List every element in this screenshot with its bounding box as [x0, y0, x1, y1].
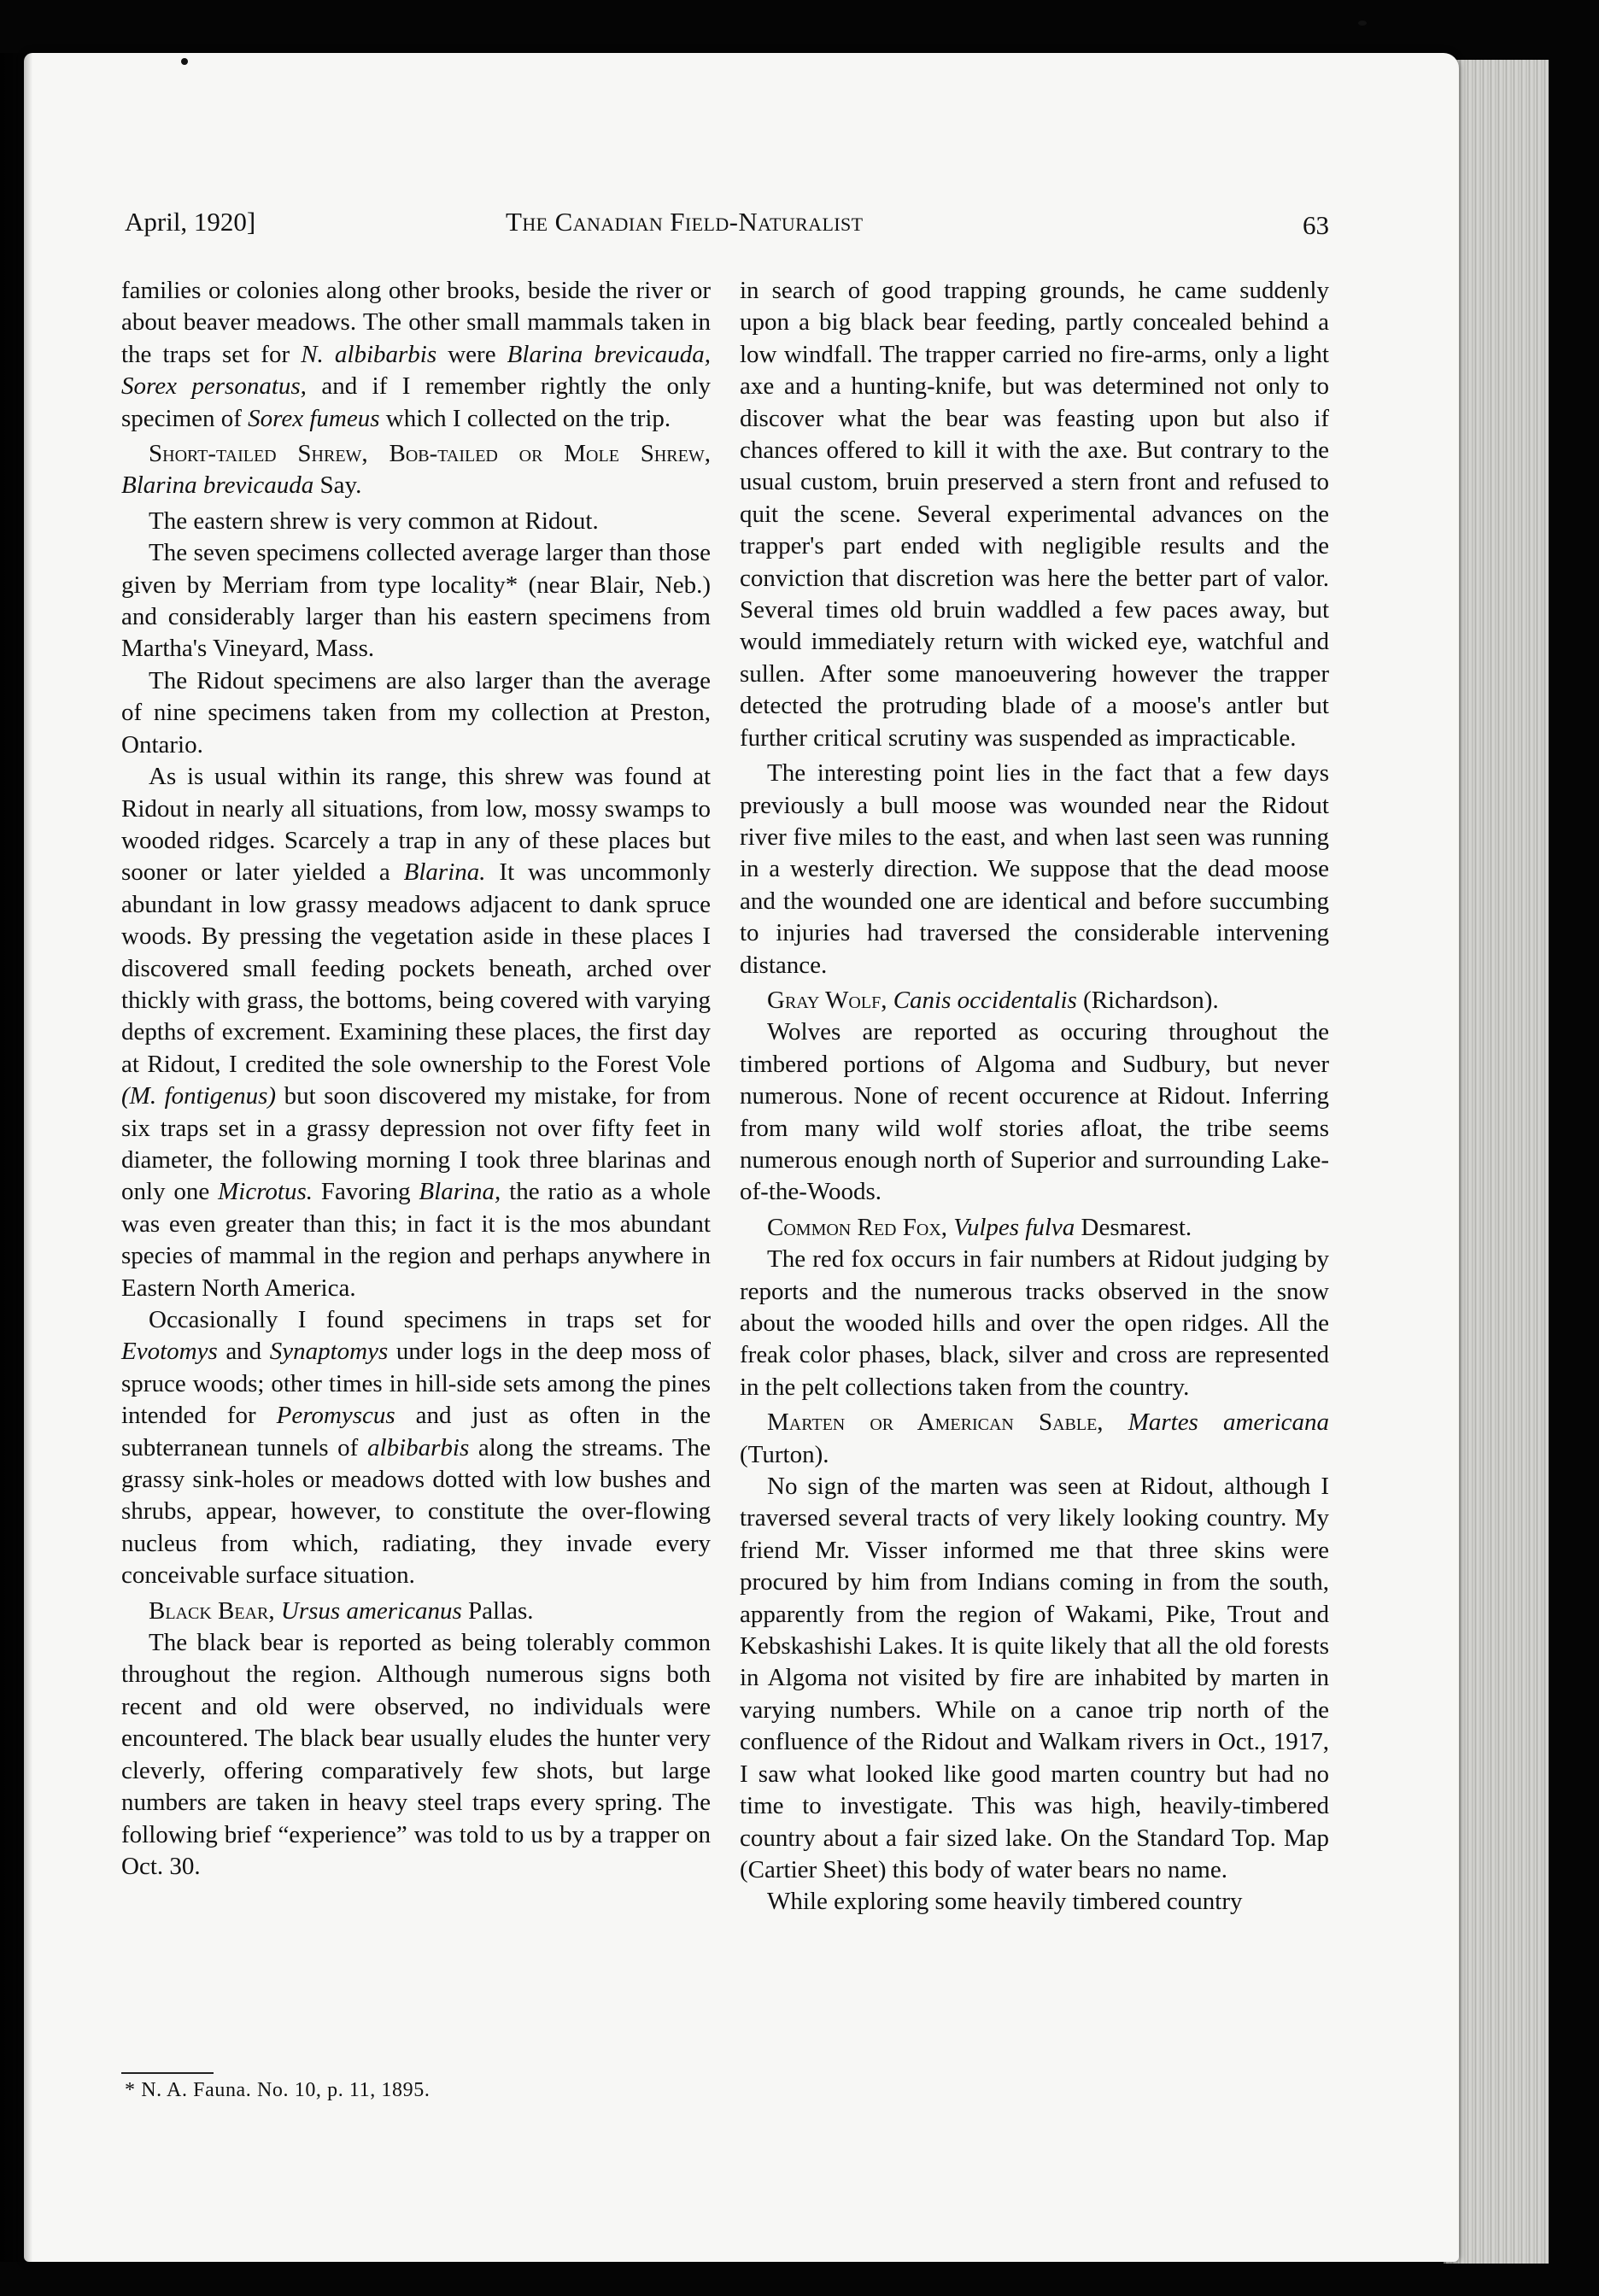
paragraph: The interesting point lies in the fact that a few days previously a bull moose was wounded near the Ridout river five miles to the east, and when last seen was running in a westerly direction. We suppose that the dead moose and the wounded one are identical and before succumbing to injuries had traversed the considerable intervening distance.	[740, 759, 1329, 979]
right-column	[740, 275, 1329, 1918]
header-date: April, 1920]	[125, 207, 256, 237]
paragraph: in search of good trapping grounds, he came suddenly upon a big black bear feeding, partly concealed behind a low windfall. The trapper carried no fire-arms, only a light axe and a hunting-knife, but was determined not only to discover what the bear was feasting upon but also if chances offered to kill it with the axe. But contrary to the usual custom, bruin preserved a stern front and refused to quit the scene. Several experimental advances on the trapper's part ended with negligible results and the conviction that discretion was here the better part of valor. Several times old bruin waddled a few paces away, but would immediately return with wicked eye, watchful and sullen. After some manoeuvering however the trapper detected the protruding blade of a moose's antler but further critical scrutiny was suspended as impracticable.	[740, 277, 1329, 752]
left-column	[121, 275, 711, 1883]
book-page-edges	[1444, 60, 1549, 2264]
page-number: 63	[1303, 210, 1329, 240]
section-heading-red-fox: Common Red Fox, Vulpes fulva Desmarest.	[767, 1213, 1192, 1241]
paragraph: The black bear is reported as being tolerably common throughout the region. Although numerous signs both recent and old were observed, no individuals were encountered. The black bear usually eludes the hunter very cleverly, offering comparatively few shots, but large numbers are taken in heavy steel traps every spring. The following brief “experience” was told to us by a trapper on Oct. 30.	[121, 1629, 711, 1880]
paragraph: The eastern shrew is very common at Ridout.	[149, 507, 599, 535]
paragraph: families or colonies along other brooks, beside the river or about beaver meadows. The other small mammals taken in the traps set for N. albibarbis were Blarina brevicauda, Sorex personatus, and if I remember rightly the only specimen of Sorex fumeus which I collected on the trip.	[121, 277, 712, 432]
section-heading-gray-wolf: Gray Wolf, Canis occidentalis (Richardson).	[767, 986, 1219, 1014]
paragraph: The seven specimens collected average larger than those given by Merriam from type locality* (near Blair, Neb.) and considerably larger than his eastern specimens from Martha's Vineyard, Mass.	[121, 539, 711, 663]
paragraph: The red fox occurs in fair numbers at Ridout judging by reports and the numerous tracks observed in the snow about the wooded hills and over the open ridges. All the freak color phases, black, silver and cross are represented in the pelt collections taken from the country.	[740, 1245, 1329, 1401]
paragraph: The Ridout specimens are also larger than the average of nine specimens taken from my collection at Preston, Ontario.	[121, 666, 711, 758]
section-heading-short-tailed-shrew: Short-tailed Shrew, Bob-tailed or Mole Shrew, Blarina brevicauda Say.	[121, 440, 711, 500]
paragraph: Wolves are reported as occuring throughout the timbered portions of Algoma and Sudbury, but never numerous. None of recent occurence at Ridout. Inferring from many wild wolf stories afloat, the tribe seems numerous enough north of Superior and surrounding Lake-of-the-Woods.	[740, 1018, 1329, 1206]
paragraph: As is usual within its range, this shrew was found at Ridout in nearly all situations, from low, mossy swamps to wooded ridges. Scarcely a trap in any of these places but sooner or later yielded a Blarina. It was uncommonly abundant in low grassy meadows adjacent to dank spruce woods. By pressing the vegetation aside in these places I discovered small feeding pockets beneath, arched over thickly with grass, the bottoms, being covered with varying depths of excrement. Examining these places, the first day at Ridout, I credited the sole ownership to the Forest Vole (M. fontigenus) but soon discovered my mistake, for from six traps set in a grassy depression not over fifty feet in diameter, the following morning I took three blarinas and only one Microtus. Favoring Blarina, the ratio as a whole was even greater than this; in fact it is the mos abundant species of mammal in the region and perhaps anywhere in Eastern North America.	[121, 763, 712, 1302]
section-heading-black-bear: Black Bear, Ursus americanus Pallas.	[149, 1596, 534, 1625]
paragraph: While exploring some heavily timbered country	[767, 1888, 1243, 1916]
footnote: * N. A. Fauna. No. 10, p. 11, 1895.	[125, 2079, 430, 2101]
paragraph: Occasionally I found specimens in traps set for Evotomys and Synaptomys under logs in the deep moss of spruce woods; other times in hill-side sets among the pines intended for Peromyscus and just as often in the subterranean tunnels of albibarbis along the streams. The grassy sink-holes or meadows dotted with low bushes and shrubs, appear, however, to constitute the over-flowing nucleus from which, radiating, they invade every conceivable surface situation.	[121, 1306, 712, 1590]
dust-speck	[1358, 20, 1367, 26]
journal-title: The Canadian Field-Naturalist	[506, 207, 864, 237]
footnote-rule	[121, 2072, 214, 2074]
section-heading-marten: Marten or American Sable, Martes americana (Turton).	[740, 1409, 1329, 1468]
binding-shadow	[0, 53, 32, 2262]
dust-speck	[181, 58, 188, 65]
running-header	[125, 207, 1329, 241]
paragraph: No sign of the marten was seen at Ridout, although I traversed several tracts of very likely looking country. My friend Mr. Visser informed me that three skins were procured by him from Indians coming in from the south, apparently from the region of Wakami, Pike, Trout and Kebskashishi Lakes. It is quite likely that all the old forests in Algoma not visited by fire are inhabited by marten in varying numbers. While on a canoe trip north of the confluence of the Ridout and Walkam rivers in Oct., 1917, I saw what looked like good marten country but had no time to investigate. This was high, heavily-timbered country about a fair sized lake. On the Standard Top. Map (Cartier Sheet) this body of water bears no name.	[740, 1473, 1329, 1883]
